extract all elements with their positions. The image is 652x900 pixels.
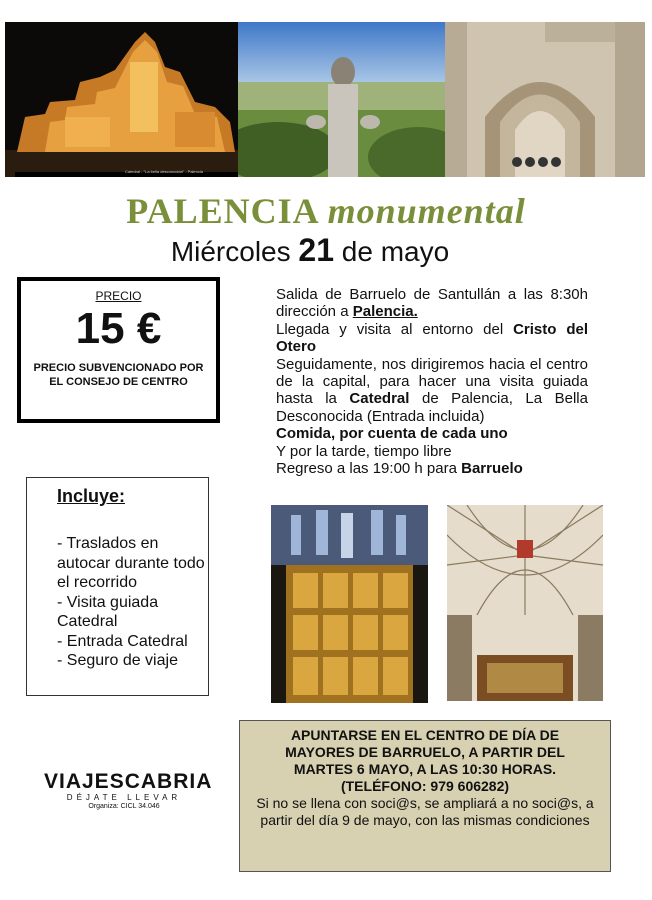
title-subtitle: monumental	[327, 191, 526, 231]
itinerary-departure	[276, 286, 588, 321]
itinerary-text: Regreso a las 19:00 h para	[276, 460, 462, 478]
itinerary-text: de Palencia, La Bella Desconocida (Entrada incluida)	[276, 390, 588, 425]
itinerary-text: Y por la tarde, tiempo libre	[276, 442, 452, 460]
cathedral-night-photo	[5, 22, 238, 177]
includes-item: - Traslados en autocar durante todo el recorrido	[57, 535, 205, 591]
altarpiece-photo	[271, 505, 428, 703]
notice-conditions: Si no se llena con soci@s, se ampliará a no soci@s, a partir del día 9 de mayo, con las mismas condiciones	[256, 795, 594, 828]
price-label: PRECIO	[95, 289, 142, 303]
itinerary-afternoon	[276, 443, 588, 460]
itinerary-text: Llegada y visita al entorno del	[276, 320, 514, 338]
price-box	[17, 277, 220, 423]
itinerary-catedral	[276, 356, 588, 426]
brand-name: VIAJESCABRIA	[44, 770, 213, 793]
brand-logo	[44, 770, 213, 810]
includes-item: - Entrada Catedral	[57, 632, 188, 650]
includes-item: - Visita guiada Catedral	[57, 593, 159, 630]
includes-box	[26, 477, 209, 696]
itinerary-bold: Barruelo	[461, 460, 523, 478]
itinerary-text: Salida de Barruelo de Santullán a las 8:30h dirección a	[276, 286, 588, 321]
cristo-del-otero-photo	[238, 22, 445, 177]
price-note: PRECIO SUBVENCIONADO POR EL CONSEJO DE CENTRO	[33, 362, 204, 388]
brand-tagline: DÉJATE LLEVAR	[66, 793, 182, 802]
cathedral-vault-photo	[447, 505, 603, 701]
date-weekday: Miércoles	[170, 236, 291, 267]
includes-item: - Seguro de viaje	[57, 652, 178, 669]
event-title	[0, 190, 652, 232]
event-date	[0, 232, 620, 269]
itinerary-bold: Palencia.	[352, 303, 418, 321]
itinerary-return	[276, 460, 588, 477]
includes-list	[57, 534, 207, 671]
title-city: PALENCIA	[126, 191, 318, 231]
itinerary-bold: Catedral	[349, 390, 410, 408]
date-day: 21	[298, 232, 334, 268]
date-month: de mayo	[341, 236, 450, 267]
itinerary-text: Seguidamente, nos dirigiremos hacia el centro de la capital, para hacer una visita guiada hasta la	[276, 355, 588, 408]
brand-organiza: Organiza: CICL 34.046	[88, 803, 160, 810]
itinerary-bold: Cristo del Otero	[276, 320, 588, 356]
itinerary-lunch	[276, 425, 588, 442]
includes-title: Incluye:	[57, 486, 126, 506]
photo-caption: Catedral - "La bella desconocida" - Palencia	[125, 169, 203, 174]
registration-notice	[239, 720, 611, 872]
cathedral-portal-photo	[445, 22, 645, 177]
itinerary-bold: Comida, por cuenta de cada uno	[276, 425, 508, 443]
itinerary	[276, 286, 588, 477]
price-value: 15 €	[75, 304, 162, 353]
itinerary-cristo	[276, 321, 588, 356]
notice-registration: APUNTARSE EN EL CENTRO DE DÍA DE MAYORES DE BARRUELO, A PARTIR DEL MARTES 6 MAYO, A LAS 10:30 HORAS. (TELÉFONO: 979 606282)	[285, 727, 565, 794]
